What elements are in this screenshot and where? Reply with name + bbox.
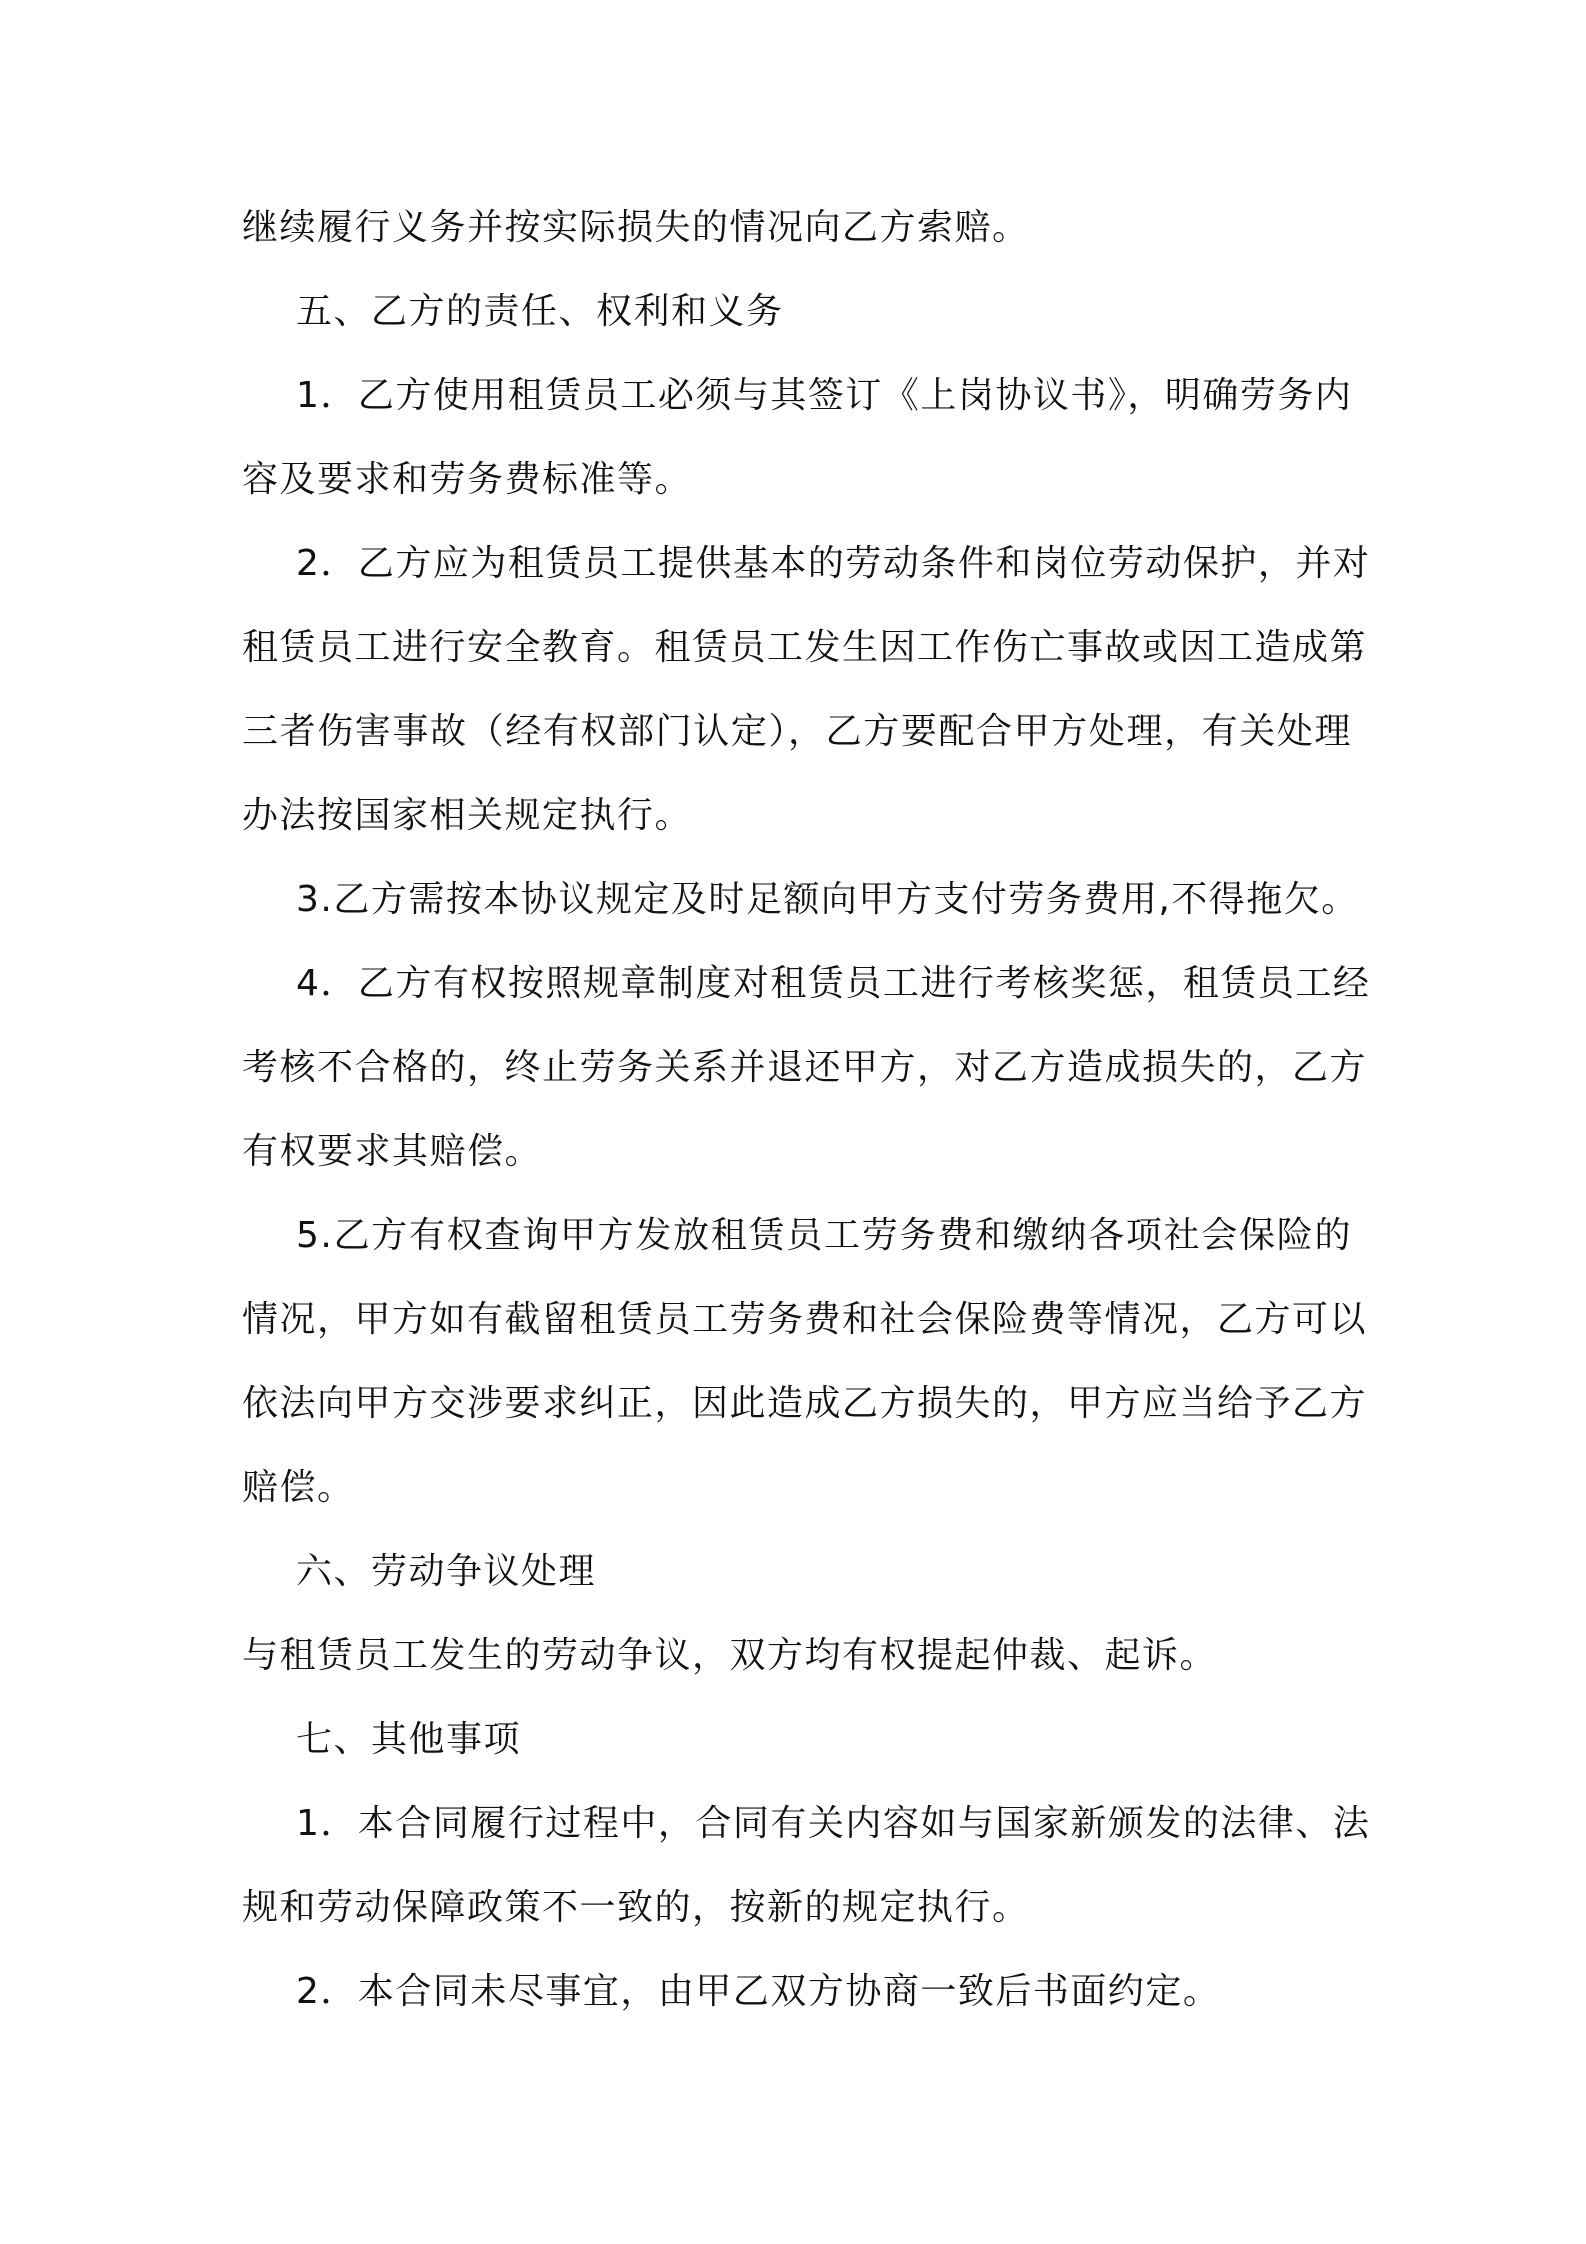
section-heading-6: 六、劳动争议处理 [296,1551,597,1592]
text-line: 有权要求其赔偿。 [242,1131,543,1172]
text-line: 与租赁员工发生的劳动争议，双方均有权提起仲裁、起诉。 [242,1635,1218,1676]
text-line: 继续履行义务并按实际损失的情况向乙方索赔。 [242,207,1030,248]
text-line: 5.乙方有权查询甲方发放租赁员工劳务费和缴纳各项社会保险的 [296,1215,1352,1256]
text-line: 三者伤害事故（经有权部门认定），乙方要配合甲方处理，有关处理 [242,711,1352,752]
text-line: 赔偿。 [242,1467,355,1508]
text-line: 考核不合格的，终止劳务关系并退还甲方，对乙方造成损失的，乙方 [242,1047,1368,1088]
text-line: 2．本合同未尽事宜，由甲乙双方协商一致后书面约定。 [296,1971,1221,2012]
text-line: 2．乙方应为租赁员工提供基本的劳动条件和岗位劳动保护，并对 [296,543,1371,584]
text-line: 租赁员工进行安全教育。租赁员工发生因工作伤亡事故或因工造成第 [242,627,1368,668]
section-heading-7: 七、其他事项 [296,1719,522,1760]
text-line: 办法按国家相关规定执行。 [242,795,693,836]
text-line: 依法向甲方交涉要求纠正，因此造成乙方损失的，甲方应当给予乙方 [242,1383,1368,1424]
text-line: 1．乙方使用租赁员工必须与其签订《上岗协议书》，明确劳务内 [296,375,1353,416]
text-line: 容及要求和劳务费标准等。 [242,459,693,500]
text-line: 1．本合同履行过程中，合同有关内容如与国家新颁发的法律、法 [296,1803,1371,1844]
text-line: 4．乙方有权按照规章制度对租赁员工进行考核奖惩，租赁员工经 [296,963,1371,1004]
text-line: 3.乙方需按本协议规定及时足额向甲方支付劳务费用,不得拖欠。 [296,879,1359,920]
text-line: 规和劳动保障政策不一致的，按新的规定执行。 [242,1887,1030,1928]
text-line: 情况，甲方如有截留租赁员工劳务费和社会保险费等情况，乙方可以 [242,1299,1368,1340]
section-heading-5: 五、乙方的责任、权利和义务 [296,291,784,332]
